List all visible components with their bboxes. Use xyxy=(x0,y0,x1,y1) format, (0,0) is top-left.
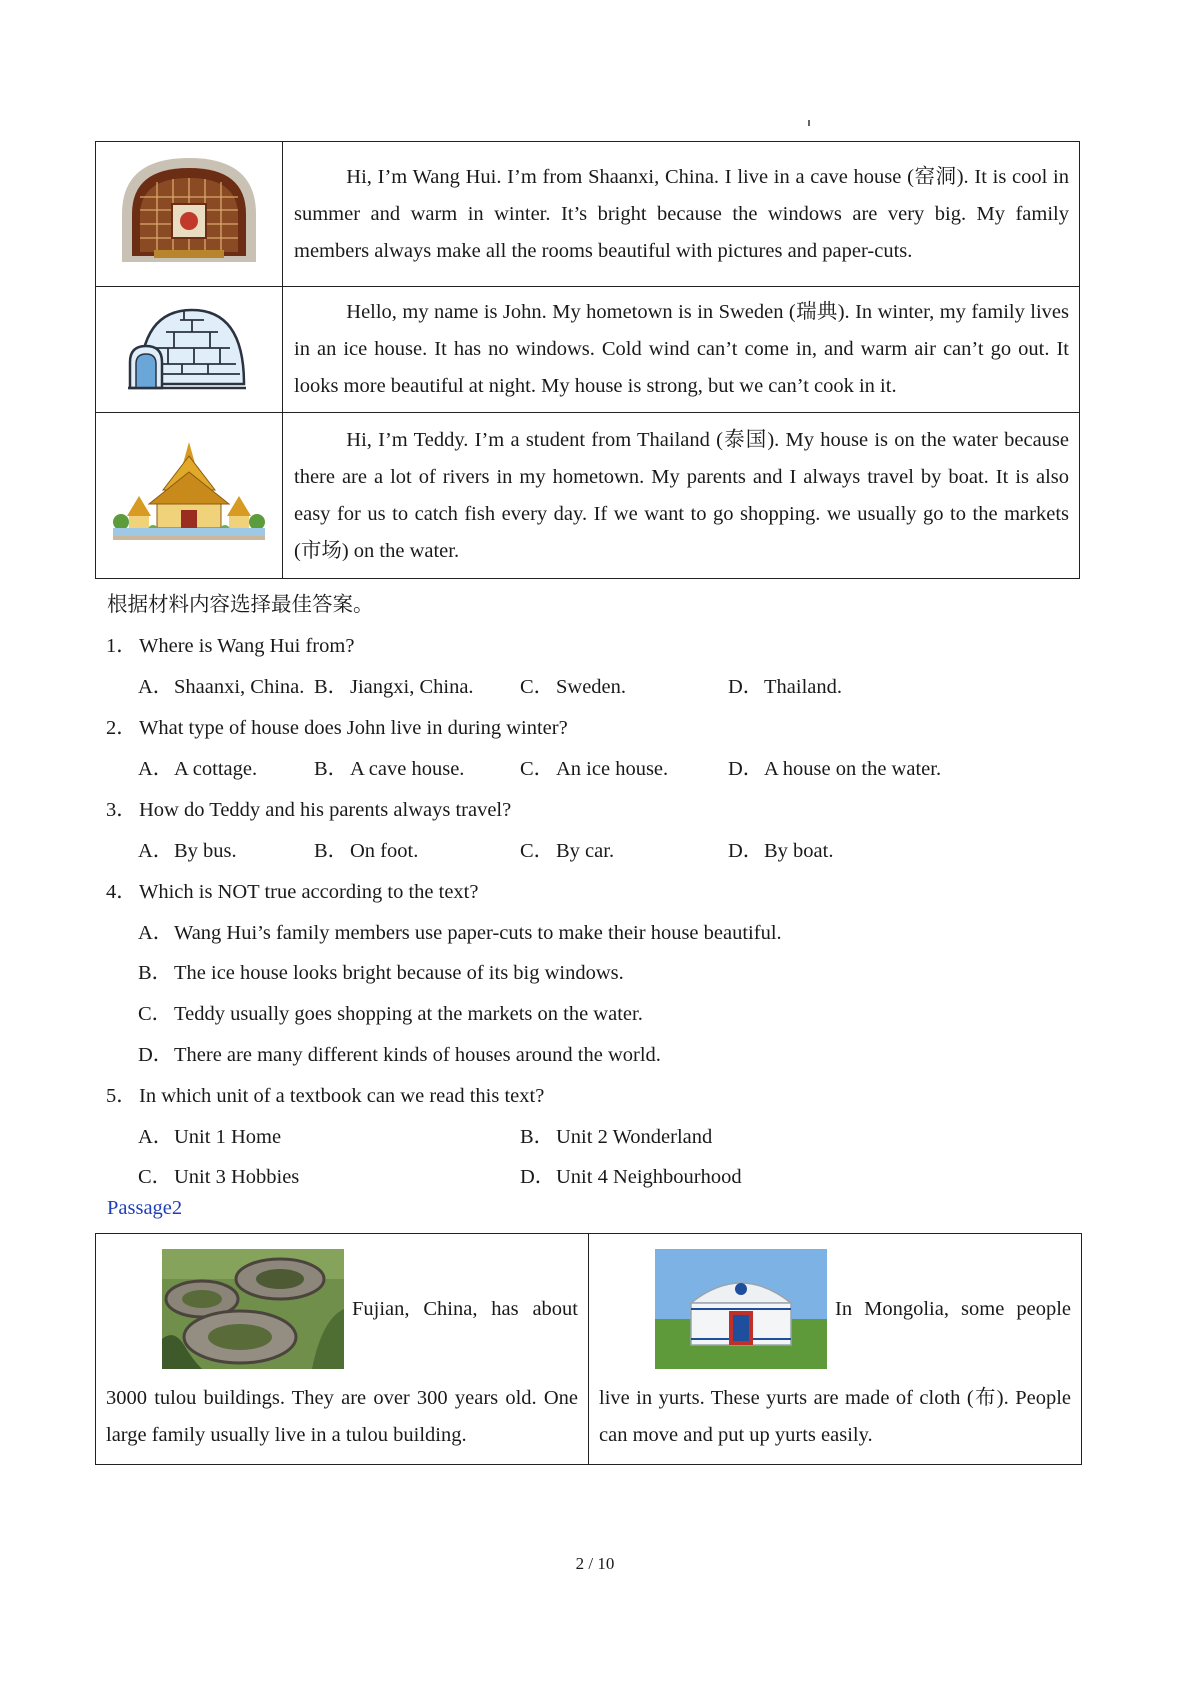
option-text: On foot. xyxy=(350,840,419,862)
yurt-cell-head xyxy=(599,1246,1071,1372)
option-letter: D． xyxy=(728,758,764,780)
option-letter: A． xyxy=(138,840,174,862)
option-letter: C． xyxy=(520,840,555,862)
option-3a[interactable] xyxy=(138,833,237,863)
option-text: Wang Hui’s family members use paper-cuts to make their house beautiful. xyxy=(174,922,782,944)
question-number: 4． xyxy=(106,881,137,903)
tulou-cell-head xyxy=(106,1246,578,1372)
option-5b[interactable] xyxy=(520,1119,712,1149)
option-5d[interactable] xyxy=(520,1159,742,1189)
option-2a[interactable] xyxy=(138,751,257,781)
question-text: How do Teddy and his parents always travel? xyxy=(139,799,512,821)
thai-temple-image xyxy=(109,438,269,548)
option-1d[interactable] xyxy=(728,669,842,699)
cave-house-image xyxy=(114,152,264,272)
option-1c[interactable] xyxy=(520,669,626,699)
option-letter: D． xyxy=(728,840,764,862)
yurt-lead-text: In Mongolia, some people xyxy=(835,1297,1071,1320)
option-letter: B． xyxy=(314,676,349,698)
cave-house-image-cell xyxy=(96,142,283,287)
yurt-photo xyxy=(655,1249,827,1369)
option-text: Thailand. xyxy=(764,676,842,698)
option-text: Teddy usually goes shopping at the markets on the water. xyxy=(174,1003,643,1025)
wang-hui-paragraph: Hi, I’m Wang Hui. I’m from Shaanxi, China. I live in a cave house (窑洞). It is cool in summer and warm in winter. It’s bright because the windows are very big. My family members always make all the rooms beautiful with pictures and paper-cuts. xyxy=(294,165,1069,262)
option-4b[interactable] xyxy=(138,955,624,985)
option-1b[interactable] xyxy=(314,669,474,699)
option-text: A house on the water. xyxy=(764,758,942,780)
option-text: Unit 4 Neighbourhood xyxy=(556,1166,742,1188)
option-4a[interactable] xyxy=(138,915,782,945)
option-letter: C． xyxy=(520,758,555,780)
instruction-text: 根据材料内容选择最佳答案。 xyxy=(107,592,374,616)
option-letter: A． xyxy=(138,922,174,944)
tulou-lead-text: Fujian, China, has about xyxy=(352,1297,578,1320)
tulou-photo xyxy=(162,1249,344,1369)
option-text: An ice house. xyxy=(556,758,669,780)
option-1a[interactable] xyxy=(138,669,304,699)
scan-mark xyxy=(808,120,810,126)
question-number: 2． xyxy=(106,717,137,739)
option-5c[interactable] xyxy=(138,1159,299,1189)
option-letter: B． xyxy=(520,1126,555,1148)
option-text: By bus. xyxy=(174,840,237,862)
option-text: Jiangxi, China. xyxy=(350,676,474,698)
question-number: 1． xyxy=(106,635,137,657)
question-1 xyxy=(106,628,354,658)
option-text: Unit 3 Hobbies xyxy=(174,1166,300,1188)
question-4 xyxy=(106,874,478,904)
page-number: 2 / 10 xyxy=(575,1554,615,1573)
option-letter: A． xyxy=(138,1126,174,1148)
option-letter: D． xyxy=(728,676,764,698)
option-2b[interactable] xyxy=(314,751,464,781)
question-3 xyxy=(106,792,511,822)
passage2-table xyxy=(95,1233,1082,1465)
option-letter: D． xyxy=(520,1166,556,1188)
passage1-table xyxy=(95,141,1080,579)
option-letter: B． xyxy=(138,962,173,984)
option-text: There are many different kinds of houses around the world. xyxy=(174,1044,661,1066)
option-text: Sweden. xyxy=(556,676,627,698)
option-letter: C． xyxy=(520,676,555,698)
question-text: In which unit of a textbook can we read this text? xyxy=(139,1085,545,1107)
teddy-paragraph: Hi, I’m Teddy. I’m a student from Thailand (泰国). My house is on the water because there are a lot of rivers in my hometown. My parents and I always travel by boat. It is also easy for us to catch fish every day. If we want to go shopping. we usually go to the markets (市场) on the water. xyxy=(294,428,1069,562)
igloo-image-cell xyxy=(96,287,283,413)
option-text: Shaanxi, China. xyxy=(174,676,305,698)
john-text-cell xyxy=(283,287,1080,413)
john-paragraph: Hello, my name is John. My hometown is in Sweden (瑞典). In winter, my family lives in an ice house. It has no windows. Cold wind can’t come in, and warm air can’t go out. It looks more beautiful at night. My house is strong, but we can’t cook in it. xyxy=(294,301,1069,397)
option-letter: C． xyxy=(138,1003,173,1025)
question-5 xyxy=(106,1078,544,1108)
passage1-row xyxy=(96,142,1080,287)
option-2d[interactable] xyxy=(728,751,941,781)
option-3c[interactable] xyxy=(520,833,614,863)
option-letter: A． xyxy=(138,758,174,780)
passage1-row xyxy=(96,287,1080,413)
option-text: The ice house looks bright because of its big windows. xyxy=(174,962,624,984)
igloo-image xyxy=(124,298,254,396)
question-number: 5． xyxy=(106,1085,137,1107)
option-letter: A． xyxy=(138,676,174,698)
option-4c[interactable] xyxy=(138,996,643,1026)
passage2-row xyxy=(96,1234,1082,1465)
option-letter: B． xyxy=(314,840,349,862)
wang-hui-text-cell xyxy=(283,142,1080,287)
yurt-body-text: live in yurts. These yurts are made of cloth (布). People can move and put up yurts easily. xyxy=(599,1387,1071,1446)
thai-temple-image-cell xyxy=(96,413,283,579)
option-4d[interactable] xyxy=(138,1037,661,1067)
teddy-text-cell xyxy=(283,413,1080,579)
option-2c[interactable] xyxy=(520,751,668,781)
passage1-row xyxy=(96,413,1080,579)
yurt-cell xyxy=(589,1234,1082,1465)
option-3b[interactable] xyxy=(314,833,418,863)
option-text: Unit 1 Home xyxy=(174,1126,282,1148)
question-text: Which is NOT true according to the text? xyxy=(139,881,479,903)
option-text: By boat. xyxy=(764,840,834,862)
passage2-title: Passage2 xyxy=(107,1197,183,1219)
tulou-cell xyxy=(96,1234,589,1465)
option-letter: D． xyxy=(138,1044,174,1066)
question-2 xyxy=(106,710,568,740)
option-letter: B． xyxy=(314,758,349,780)
question-number: 3． xyxy=(106,799,137,821)
question-text: What type of house does John live in during winter? xyxy=(139,717,568,739)
option-text: Unit 2 Wonderland xyxy=(556,1126,713,1148)
option-text: A cave house. xyxy=(350,758,465,780)
option-3d[interactable] xyxy=(728,833,833,863)
option-letter: C． xyxy=(138,1166,173,1188)
tulou-body-text: 3000 tulou buildings. They are over 300 years old. One large family usually live in a tulou building. xyxy=(106,1387,578,1446)
option-text: A cottage. xyxy=(174,758,258,780)
question-text: Where is Wang Hui from? xyxy=(139,635,355,657)
option-text: By car. xyxy=(556,840,615,862)
option-5a[interactable] xyxy=(138,1119,281,1149)
